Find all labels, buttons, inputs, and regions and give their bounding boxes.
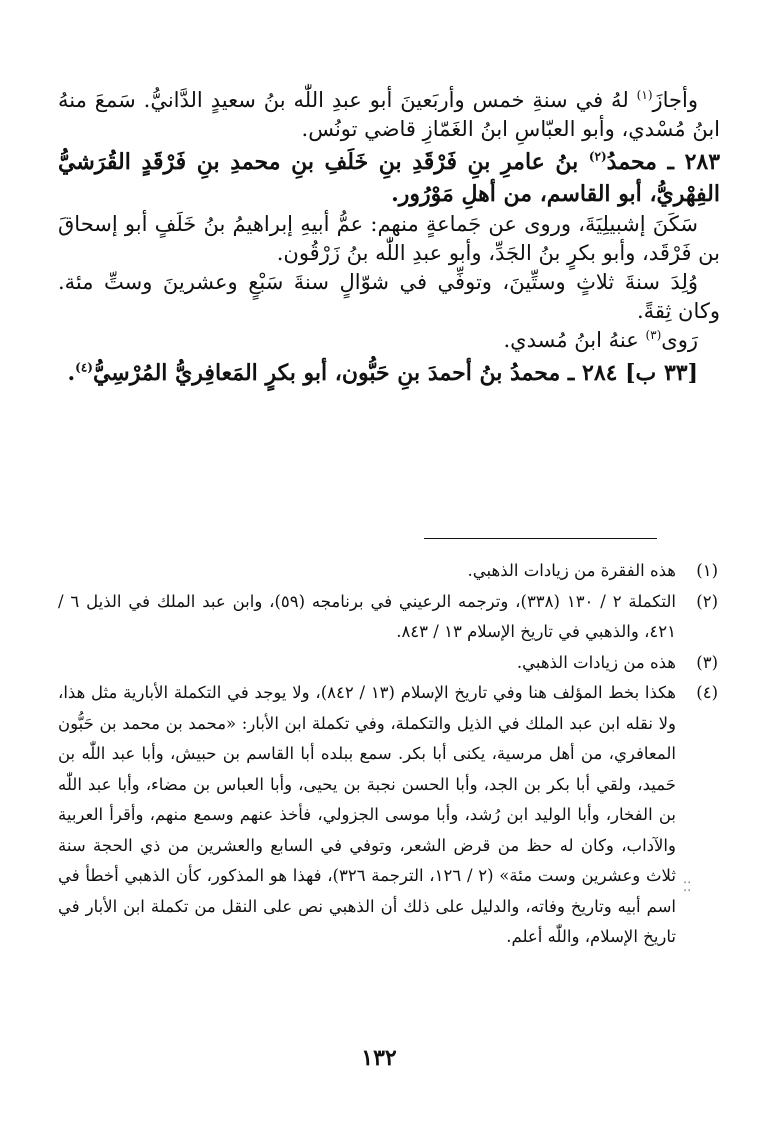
page-number: ١٣٢ [361,1045,397,1071]
footnote-4 [58,678,718,953]
paragraph-wulida: وُلِدَ سنةَ ثلاثٍ وستِّينَ، وتوفِّي في شوّالٍ سنةَ سَبْعٍ وعشرينَ وستِّ مئة. وكان ثِقةً. [58,270,720,323]
paragraph-ijaza [58,86,720,144]
footnote-number: (١) [696,561,718,580]
footnote-divider [424,538,657,539]
footnote-3 [58,648,718,679]
entry-text: . [67,360,76,386]
footnote-1 [58,556,718,587]
paragraph-text: لهُ في سنةِ خمس وأربَعينَ أبو عبدِ اللّٰه بنُ سعيدٍ الدَّانيُّ. سَمعَ منهُ ابنُ مُسْدي، وأبو العبّاسِ ابنُ الغَمّازِ قاضي تونُس. [58,88,720,141]
footnote-ref-1: (١) [636,88,653,102]
margin-mark: ⁚⁚ [683,880,692,895]
paragraph-text: رَوى [661,328,698,352]
paragraph-sakana: سَكَنَ إشبيلِيَةَ، وروى عن جَماعةٍ منهم: عمُّ أبيهِ إبراهيمُ بنُ خَلَفٍ أبو إسحاقَ بن فَرْقَد، وأبو بكرٍ بنُ الجَدِّ، وأبو عبدِ اللّٰه بنُ زَرْقُون. [58,212,720,265]
footnote-text: هكذا بخط المؤلف هنا وفي تاريخ الإسلام (١٣ / ٨٤٢)، ولا يوجد في التكملة الأبارية مثل هذا، ولا نقله ابن عبد الملك في الذيل والتكملة، وفي تكملة ابن الأبار: «محمد بن محمد بن حَبُّون المعافري، من أهل مرسية، يكنى أبا بكر. سمع ببلده أبا القاسم بن حبيش، وأبا عبد اللّٰه بن حَميد، ولقي أبا بكر بن الجد، وأبا الحسن نجبة بن يحيى، وأبا العباس بن مضاء، وأبا عبد اللّٰه بن الفخار، وأبا الوليد ابن رُشد، وأبا موسى الجزولي، فأخذ عنهم وسمع منهم، وأقرأ العربية والآداب، وكان له حظ من قرض الشعر، وتوفي في السابع والعشرين من ذي الحجة سنة ثلاث وعشرين وست مئة» (٢ / ١٢٦، الترجمة ٣٢٦)، فهذا هو المذكور، كأن الذهبي أخطأ في اسم أبيه وتاريخ وفاته، والدليل على ذلك أن الذهبي نص على النقل من تكملة ابن الأبار في تاريخ الإسلام، واللّٰه أعلم. [58,683,676,946]
main-text [58,86,720,389]
entry-heading-283 [58,146,720,210]
entry-text: بنُ عامرِ بنِ فَرْقَدِ بنِ خَلَفِ بنِ محمدِ بنِ فَرْقَدٍ القُرَشيُّ الفِهْريُّ، أبو القاسم، من أهلِ مَوْرُور. [58,149,720,207]
footnote-number: (٢) [696,591,718,611]
paragraph-text: عنهُ ابنُ مُسدي. [503,328,646,352]
entry-text: [٣٣ ب] ٢٨٤ ـ محمدُ بنُ أحمدَ بنِ حَبُّون، أبو بكرٍ المَعافِريُّ المُرْسِيُّ [92,360,698,386]
footnote-text: التكملة ٢ / ١٣٠ (٣٣٨)، وترجمه الرعيني في برنامجه (٥٩)، وابن عبد الملك في الذيل ٦ / ٤٢١، والذهبي في تاريخ الإسلام ١٣ / ٨٤٣. [58,591,676,641]
footnote-ref-3: (٣) [645,328,662,342]
footnote-number: (٤) [696,683,718,702]
entry-heading-284 [58,357,720,389]
footnotes [58,556,718,953]
paragraph-text: وأجازَ [652,88,698,112]
footnote-number: (٣) [696,652,718,672]
footnote-ref-4: (٤) [75,360,93,375]
entry-text: ٢٨٣ ـ محمدُ [606,149,721,175]
footnote-ref-2: (٢) [588,149,607,164]
paragraph-rawa [58,326,720,355]
footnote-text: هذه من زيادات الذهبي. [516,652,676,672]
footnote-text: هذه الفقرة من زيادات الذهبي. [467,561,676,580]
footnote-2 [58,587,718,648]
